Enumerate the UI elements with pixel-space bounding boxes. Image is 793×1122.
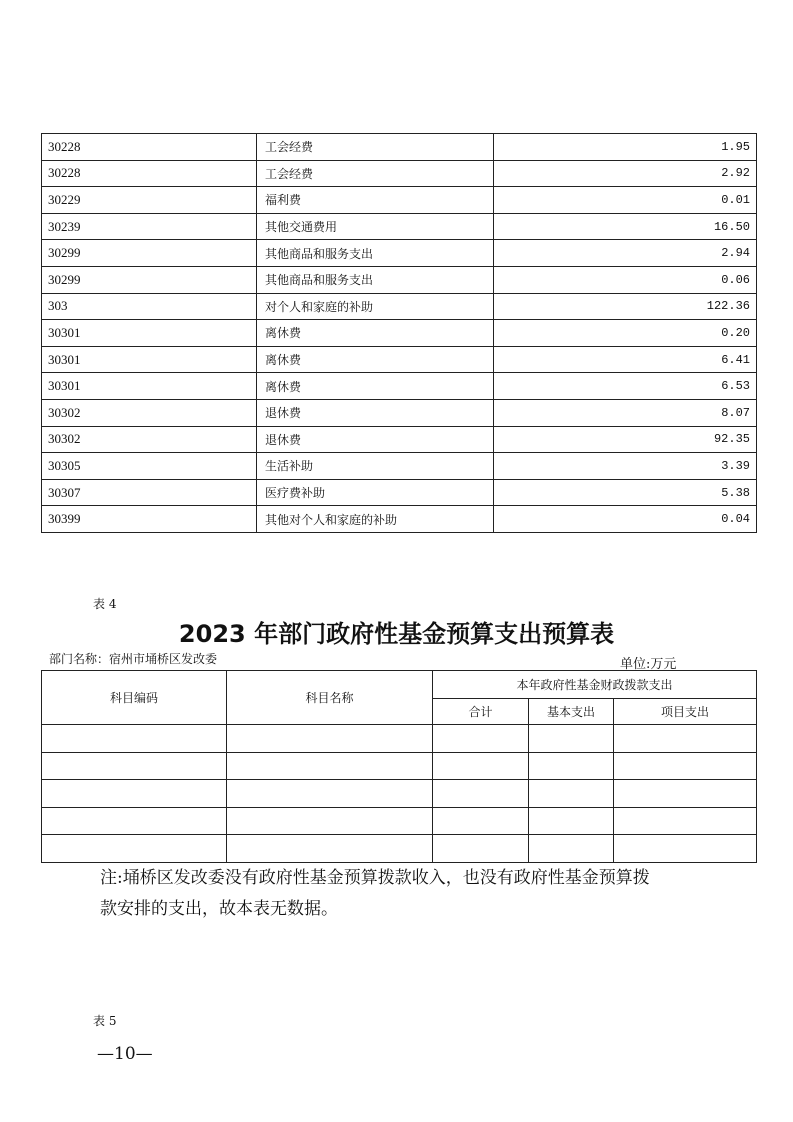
row-name: 离休费 [257, 373, 494, 400]
row-code: 303 [42, 293, 257, 320]
row-amount: 5.38 [494, 479, 757, 506]
table4-title: 2023 年部门政府性基金预算支出预算表 [178, 620, 615, 648]
row-amount: 2.92 [494, 160, 757, 187]
row-code: 30228 [42, 134, 257, 161]
empty-row [42, 780, 757, 808]
row-name: 生活补助 [257, 453, 494, 480]
unit-label: 单位:万元 [620, 657, 677, 672]
table5-label: 表 5 [93, 1014, 117, 1028]
header-code: 科目编码 [42, 671, 227, 725]
table-row [42, 426, 757, 453]
row-code: 30228 [42, 160, 257, 187]
table4-label: 表 4 [93, 597, 117, 611]
row-code: 30299 [42, 266, 257, 293]
table-row [42, 453, 757, 480]
table-row [42, 266, 757, 293]
row-name: 福利费 [257, 187, 494, 214]
row-name: 对个人和家庭的补助 [257, 293, 494, 320]
row-name: 医疗费补助 [257, 479, 494, 506]
page-number: —10— [97, 1044, 153, 1064]
row-name: 工会经费 [257, 134, 494, 161]
header-total: 合计 [433, 699, 529, 725]
row-code: 30399 [42, 506, 257, 533]
row-name: 离休费 [257, 346, 494, 373]
row-code: 30229 [42, 187, 257, 214]
table-row [42, 399, 757, 426]
row-code: 30239 [42, 213, 257, 240]
header-basic: 基本支出 [529, 699, 614, 725]
note-line-1: 注:埇桥区发改委没有政府性基金预算拨款收入，也没有政府性基金预算拨 [100, 868, 650, 888]
table-row [42, 213, 757, 240]
row-amount: 0.20 [494, 320, 757, 347]
header-group: 本年政府性基金财政拨款支出 [433, 671, 757, 699]
table-row [42, 346, 757, 373]
row-amount: 1.95 [494, 134, 757, 161]
empty-row [42, 807, 757, 835]
table-row [42, 240, 757, 267]
row-amount: 0.06 [494, 266, 757, 293]
row-amount: 3.39 [494, 453, 757, 480]
table-row [42, 373, 757, 400]
row-name: 其他商品和服务支出 [257, 240, 494, 267]
row-code: 30301 [42, 373, 257, 400]
row-name: 其他对个人和家庭的补助 [257, 506, 494, 533]
row-amount: 16.50 [494, 213, 757, 240]
row-code: 30305 [42, 453, 257, 480]
row-amount: 0.01 [494, 187, 757, 214]
table-row [42, 134, 757, 161]
row-code: 30307 [42, 479, 257, 506]
table-row [42, 160, 757, 187]
row-amount: 0.04 [494, 506, 757, 533]
row-amount: 6.53 [494, 373, 757, 400]
header-project: 项目支出 [614, 699, 757, 725]
department-name: 部门名称：宿州市埇桥区发改委 [49, 652, 218, 666]
row-code: 30302 [42, 426, 257, 453]
row-name: 离休费 [257, 320, 494, 347]
row-code: 30299 [42, 240, 257, 267]
table-row [42, 187, 757, 214]
row-name: 工会经费 [257, 160, 494, 187]
government-fund-table [41, 670, 757, 863]
row-code: 30301 [42, 346, 257, 373]
table-row [42, 320, 757, 347]
row-amount: 2.94 [494, 240, 757, 267]
note-line-2: 款安排的支出，故本表无数据。 [100, 899, 338, 919]
empty-row [42, 752, 757, 780]
row-name: 退休费 [257, 399, 494, 426]
row-name: 其他商品和服务支出 [257, 266, 494, 293]
table-row [42, 506, 757, 533]
row-amount: 6.41 [494, 346, 757, 373]
row-code: 30301 [42, 320, 257, 347]
row-code: 30302 [42, 399, 257, 426]
row-name: 其他交通费用 [257, 213, 494, 240]
table-row [42, 293, 757, 320]
table-row [42, 479, 757, 506]
header-name: 科目名称 [227, 671, 433, 725]
empty-row [42, 725, 757, 753]
row-amount: 122.36 [494, 293, 757, 320]
row-amount: 92.35 [494, 426, 757, 453]
row-name: 退休费 [257, 426, 494, 453]
empty-row [42, 835, 757, 863]
row-amount: 8.07 [494, 399, 757, 426]
expense-table [41, 133, 757, 533]
